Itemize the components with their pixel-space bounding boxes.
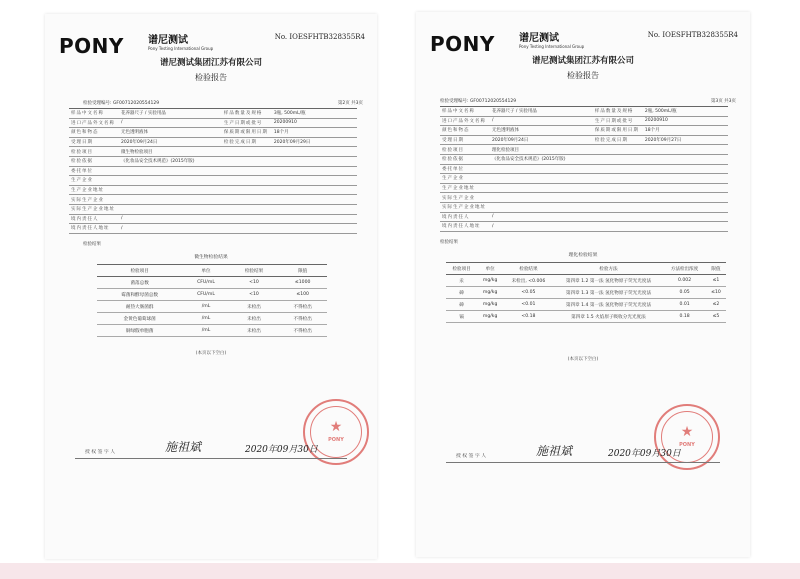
results-header: 方法检出浓度: [663, 263, 706, 275]
results-cell: 不得检出: [278, 313, 327, 325]
results-header: 限值: [278, 265, 327, 277]
info-value: [119, 176, 357, 186]
sign-date: 2020年09月30日: [608, 449, 681, 459]
signature-line: [446, 462, 720, 463]
signer-label: 授权签字人: [456, 454, 488, 459]
results-cell: ≤10: [706, 287, 726, 299]
results-cell: ≤5: [706, 311, 726, 323]
info-row: [440, 145, 728, 155]
end-note: (本页以下空白): [195, 351, 227, 356]
info-label: 检验项目: [69, 147, 119, 157]
results-cell: 霉菌和酵母菌总数: [97, 289, 182, 301]
logo-en: Pony Testing International Group: [519, 44, 585, 49]
document-title: 检验报告: [567, 71, 599, 80]
info-label: 受理日期: [440, 135, 490, 145]
results-cell: <0.01: [503, 299, 554, 311]
results-cell: CFU/mL: [182, 277, 229, 289]
info-row: [440, 222, 728, 232]
info-label: 委托单位: [69, 166, 119, 176]
info-value: [490, 193, 728, 203]
results-header: 检验结果: [503, 263, 554, 275]
results-cell: /mL: [182, 301, 229, 313]
page-number: 第3页 共3页: [710, 99, 736, 104]
results-cell: ≤2: [706, 299, 726, 311]
info-label: 生产日期或批号: [593, 116, 643, 126]
results-cell: <0.05: [503, 287, 554, 299]
results-cell: 0.18: [663, 311, 706, 323]
info-label: 实际生产企业地址: [69, 204, 119, 214]
info-row: [69, 137, 357, 147]
info-value: /: [490, 222, 728, 232]
info-label: 生产企业: [440, 174, 490, 184]
results-cell: mg/kg: [477, 275, 503, 287]
info-label: 境内责任人地址: [440, 222, 490, 232]
info-label: 生产企业地址: [69, 185, 119, 195]
info-label: 检验完成日期: [222, 137, 272, 147]
signature: 施祖斌: [165, 440, 202, 454]
results-cell: 第四章 1.5 火焰原子吸收分光光度法: [554, 311, 664, 323]
signature: 施祖斌: [536, 444, 573, 458]
info-value: 2瓶, 500mL/瓶: [643, 107, 728, 117]
info-row: [440, 107, 728, 117]
report-page-left: [45, 14, 377, 559]
info-row: [440, 183, 728, 193]
results-table: [446, 262, 726, 323]
info-label: 境内责任人: [440, 212, 490, 222]
results-cell: 菌落总数: [97, 277, 182, 289]
info-label: 生产企业: [69, 176, 119, 186]
end-note: (本页以下空白): [567, 357, 599, 362]
info-label: 检验依据: [440, 154, 490, 164]
logo-en: Pony Testing International Group: [148, 46, 214, 51]
info-value: 18个月: [272, 128, 357, 138]
company-name: 谱尼测试集团江苏有限公司: [159, 58, 262, 68]
info-row: [69, 147, 357, 157]
info-value: 无色透明液体: [490, 126, 593, 136]
results-row: [446, 287, 726, 299]
results-row: [97, 301, 327, 313]
info-value: /: [119, 224, 357, 234]
results-row: [97, 277, 327, 289]
results-cell: 不得检出: [278, 301, 327, 313]
results-cell: mg/kg: [477, 299, 503, 311]
document-title: 检验报告: [195, 73, 227, 82]
order-number: 检验受理编号: GF00712020554129: [440, 99, 517, 104]
results-title: 微生物检验结果: [194, 255, 228, 260]
info-label: 样品中文名称: [69, 109, 119, 119]
signer-label: 授权签字人: [85, 450, 117, 455]
info-row: [440, 116, 728, 126]
results-cell: mg/kg: [477, 311, 503, 323]
results-cell: 耐热大肠菌群: [97, 301, 182, 313]
info-label: 进口产品外文名称: [69, 118, 119, 128]
signature-line: [75, 458, 347, 459]
results-cell: 汞: [446, 275, 477, 287]
info-value: 花养器尺子 / 实验用晶: [119, 109, 222, 119]
results-row: [97, 289, 327, 301]
results-cell: 第四章 1.4 第一法 氢化物原子荧光光度法: [554, 299, 664, 311]
results-row: [446, 275, 726, 287]
results-header: 检验项目: [446, 263, 477, 275]
results-cell: 第四章 1.3 第一法 氢化物原子荧光光度法: [554, 287, 664, 299]
info-value: 《化妆品安全技术规范》(2015年版): [490, 154, 728, 164]
results-row: [446, 311, 726, 323]
results-cell: 镉: [446, 311, 477, 323]
info-value: 2020年09月27日: [643, 135, 728, 145]
info-label: 检验完成日期: [593, 135, 643, 145]
info-value: 3瓶, 500mL/瓶: [272, 109, 357, 119]
info-label: 颜色和物态: [440, 126, 490, 136]
info-value: [119, 166, 357, 176]
info-row: [69, 204, 357, 214]
info-value: [490, 174, 728, 184]
info-row: [440, 164, 728, 174]
results-cell: CFU/mL: [182, 289, 229, 301]
results-row: [446, 299, 726, 311]
info-value: [119, 204, 357, 214]
info-label: 境内责任人: [69, 214, 119, 224]
info-value: [490, 164, 728, 174]
results-cell: 0.01: [663, 299, 706, 311]
info-row: [440, 126, 728, 136]
info-label: 保质期或限用日期: [222, 128, 272, 138]
info-label: 生产企业地址: [440, 183, 490, 193]
info-row: [69, 195, 357, 205]
results-header: 单位: [477, 263, 503, 275]
info-label: 样品数量及规格: [222, 109, 272, 119]
info-value: /: [490, 212, 728, 222]
info-value: 无色透明液体: [119, 128, 222, 138]
info-value: 微生物检验项目: [119, 147, 357, 157]
info-label: 保质期或限用日期: [593, 126, 643, 136]
info-row: [440, 135, 728, 145]
results-header: 检验方法: [554, 263, 664, 275]
results-cell: 未检出, <0.006: [503, 275, 554, 287]
report-number: No. IOESFHTB328355R4: [274, 33, 365, 41]
logo-cn: 谱尼测试: [148, 35, 188, 46]
official-seal: ★ PONY: [654, 404, 720, 470]
report-number: No. IOESFHTB328355R4: [647, 31, 738, 39]
results-cell: 未检出: [230, 325, 279, 337]
results-label: 检验结果: [440, 240, 458, 245]
info-row: [69, 109, 357, 119]
info-row: [69, 156, 357, 166]
results-label: 检验结果: [83, 242, 101, 247]
info-row: [440, 154, 728, 164]
results-cell: /mL: [182, 313, 229, 325]
results-header: 检验项目: [97, 265, 182, 277]
results-cell: <10: [230, 277, 279, 289]
info-label: 颜色和物态: [69, 128, 119, 138]
page-number: 第2页 共3页: [337, 101, 363, 106]
logo-cn: 谱尼测试: [519, 33, 559, 44]
info-value: [490, 183, 728, 193]
info-value: 花养器尺子 / 实验用晶: [490, 107, 593, 117]
results-cell: 未检出: [230, 313, 279, 325]
info-value: 理化检验项目: [490, 145, 728, 155]
info-row: [440, 174, 728, 184]
info-value: [490, 202, 728, 212]
info-value: /: [119, 118, 222, 128]
info-label: 实际生产企业: [69, 195, 119, 205]
results-cell: ≤1000: [278, 277, 327, 289]
info-label: 样品中文名称: [440, 107, 490, 117]
info-row: [69, 214, 357, 224]
results-cell: 金黄色葡萄球菌: [97, 313, 182, 325]
info-value: 20200910: [272, 118, 357, 128]
report-page-right: [416, 12, 750, 557]
info-row: [69, 166, 357, 176]
info-value: [119, 195, 357, 205]
info-value: 2020年09月29日: [272, 137, 357, 147]
results-cell: <10: [230, 289, 279, 301]
results-cell: ≤1: [706, 275, 726, 287]
info-row: [69, 118, 357, 128]
results-cell: 铜绿假单胞菌: [97, 325, 182, 337]
info-value: /: [119, 214, 357, 224]
results-cell: ≤100: [278, 289, 327, 301]
results-header: 单位: [182, 265, 229, 277]
results-header: 检验结果: [230, 265, 279, 277]
info-row: [69, 185, 357, 195]
results-cell: 砷: [446, 299, 477, 311]
info-row: [440, 212, 728, 222]
pony-logo: PONY: [59, 34, 124, 58]
info-value: /: [490, 116, 593, 126]
info-label: 境内责任人地址: [69, 224, 119, 234]
results-cell: <0.18: [503, 311, 554, 323]
info-label: 受理日期: [69, 137, 119, 147]
results-cell: 不得检出: [278, 325, 327, 337]
info-row: [69, 224, 357, 234]
official-seal: ★ PONY: [303, 399, 369, 465]
info-value: 18个月: [643, 126, 728, 136]
info-row: [69, 176, 357, 186]
results-header: 限值: [706, 263, 726, 275]
info-label: 检验项目: [440, 145, 490, 155]
info-label: 检验依据: [69, 156, 119, 166]
info-row: [440, 202, 728, 212]
info-label: 生产日期或批号: [222, 118, 272, 128]
results-cell: 砷: [446, 287, 477, 299]
results-cell: 第四章 1.2 第一法 氢化物原子荧光光度法: [554, 275, 664, 287]
info-label: 委托单位: [440, 164, 490, 174]
sample-info-table: [69, 108, 357, 234]
info-value: 20200910: [643, 116, 728, 126]
info-label: 进口产品外文名称: [440, 116, 490, 126]
results-row: [97, 325, 327, 337]
sign-date: 2020年09月30日: [245, 445, 318, 455]
results-cell: mg/kg: [477, 287, 503, 299]
results-cell: /mL: [182, 325, 229, 337]
results-cell: 0.002: [663, 275, 706, 287]
info-label: 样品数量及规格: [593, 107, 643, 117]
info-value: 2020年09月24日: [490, 135, 593, 145]
info-value: 《化妆品安全技术规范》(2015年版): [119, 156, 357, 166]
info-label: 实际生产企业地址: [440, 202, 490, 212]
results-table: [97, 264, 327, 337]
info-row: [69, 128, 357, 138]
order-number: 检验受理编号: GF00712020554129: [83, 101, 160, 106]
sample-info-table: [440, 106, 728, 232]
results-title: 理化检验结果: [568, 253, 598, 258]
info-value: [119, 185, 357, 195]
company-name: 谱尼测试集团江苏有限公司: [531, 56, 634, 66]
results-row: [97, 313, 327, 325]
info-value: 2020年09月24日: [119, 137, 222, 147]
info-label: 实际生产企业: [440, 193, 490, 203]
results-cell: 0.05: [663, 287, 706, 299]
pony-logo: PONY: [430, 32, 495, 56]
info-row: [440, 193, 728, 203]
results-cell: 未检出: [230, 301, 279, 313]
bottom-band: [0, 563, 800, 579]
